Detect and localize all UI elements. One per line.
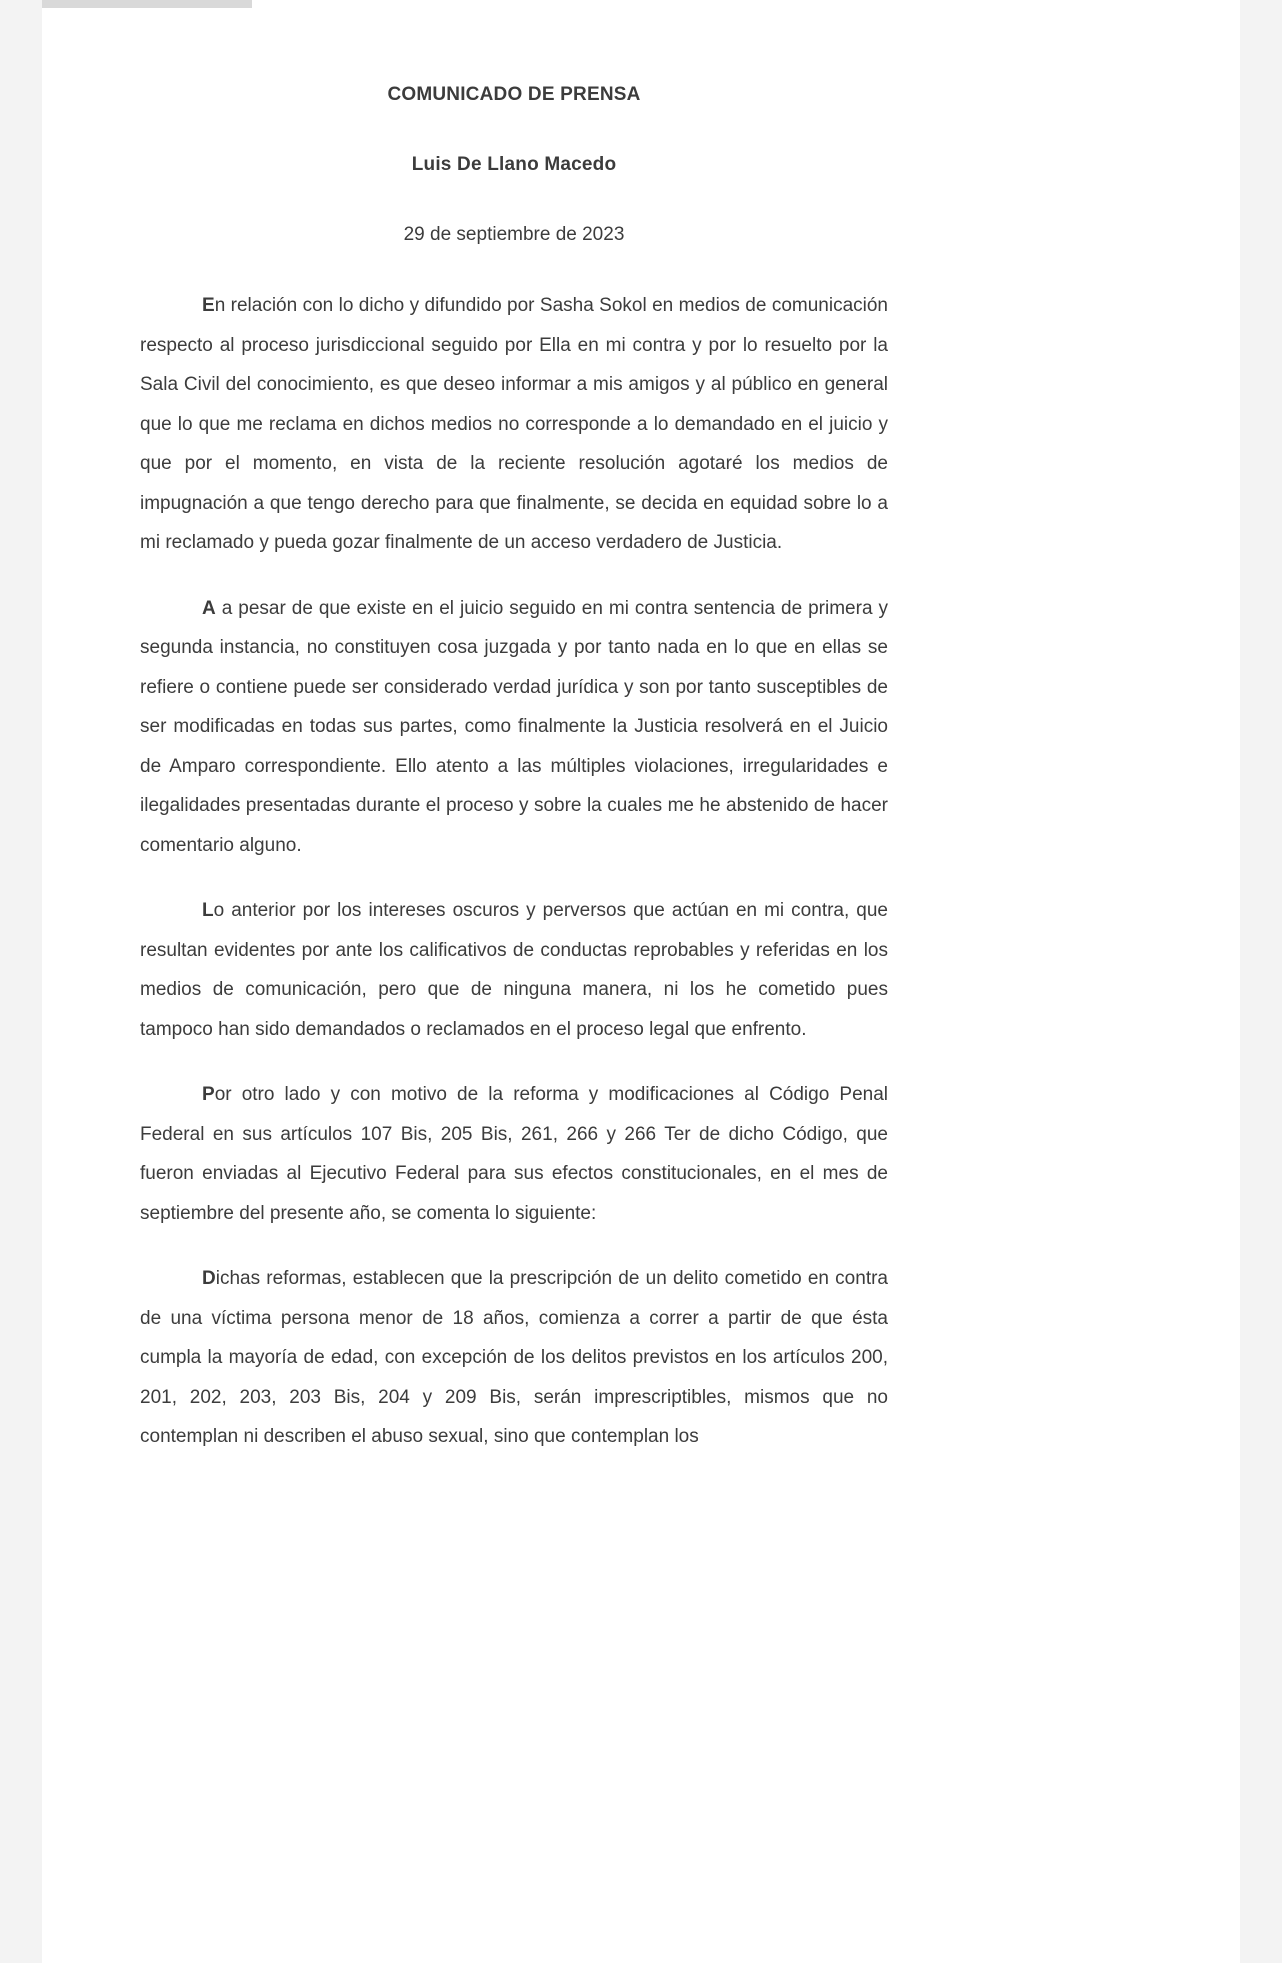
paragraph [140, 1075, 888, 1233]
page-right-gutter [1240, 0, 1282, 1963]
page-left-gutter [0, 0, 42, 1963]
paragraph-text: ichas reformas, establecen que la prescripción de un delito cometido en contra de una víctima persona menor de 18 años, comienza a correr a partir de que ésta cumpla la mayoría de edad, con excepción de los delitos previstos en los artículos 200, 201, 202, 203, 203 Bis, 204 y 209 Bis, serán imprescriptibles, mismos que no contemplan ni describen el abuso sexual, sino que contemplan los [140, 1268, 888, 1448]
paragraph-initial: D [202, 1268, 216, 1290]
paragraph-initial: P [202, 1084, 215, 1106]
document-date: 29 de septiembre de 2023 [403, 224, 625, 245]
paragraph-text: or otro lado y con motivo de la reforma y modificaciones al Código Penal Federal en sus artículos 107 Bis, 205 Bis, 261, 266 y 266 Ter de dicho Código, que fueron enviadas al Ejecutivo Federal para sus efectos constitucionales, en el mes de septiembre del presente año, se comenta lo siguiente: [140, 1084, 888, 1224]
document-content [140, 68, 888, 1457]
document-body [140, 286, 888, 1457]
paragraph-initial: L [202, 900, 214, 922]
paragraph-text: o anterior por los intereses oscuros y perversos que actúan en mi contra, que resultan evidentes por ante los calificativos de conductas reprobables y referidas en los medios de comunicación, pero que de ninguna manera, ni los he cometido pues tampoco han sido demandados o reclamados en el proceso legal que enfrento. [140, 900, 888, 1040]
paragraph [140, 1259, 888, 1457]
paragraph-initial: E [202, 295, 215, 316]
paragraph-initial: A [202, 597, 216, 619]
paragraph [140, 286, 888, 563]
paragraph-text: n relación con lo dicho y difundido por Sasha Sokol en medios de comunicación respecto al proceso jurisdiccional seguido por Ella en mi contra y por lo resuelto por la Sala Civil del conocimiento, es que deseo informar a mis amigos y al público en general que lo que me reclama en dichos medios no corresponde a lo demandado en el juicio y que por el momento, en vista de la reciente resolución agotaré los medios de impugnación a que tengo derecho para que finalmente, se decida en equidad sobre lo a mi reclamado y pueda gozar finalmente de un acceso verdadero de Justicia. [140, 295, 888, 554]
page-title: COMUNICADO DE PRENSA [387, 84, 641, 105]
document-author: Luis De Llano Macedo [411, 154, 617, 175]
paragraph [140, 891, 888, 1049]
document-sheet [42, 8, 1240, 1963]
paragraph-text: a pesar de que existe en el juicio seguido en mi contra sentencia de primera y segunda instancia, no constituyen cosa juzgada y por tanto nada en lo que en ellas se refiere o contiene puede ser considerado verdad jurídica y son por tanto susceptibles de ser modificadas en todas sus partes, como finalmente la Justicia resolverá en el Juicio de Amparo correspondiente. Ello atento a las múltiples violaciones, irregularidades e ilegalidades presentadas durante el proceso y sobre la cuales me he abstenido de hacer comentario alguno. [140, 597, 888, 856]
page-top-notch [42, 0, 252, 8]
paragraph [140, 589, 888, 866]
